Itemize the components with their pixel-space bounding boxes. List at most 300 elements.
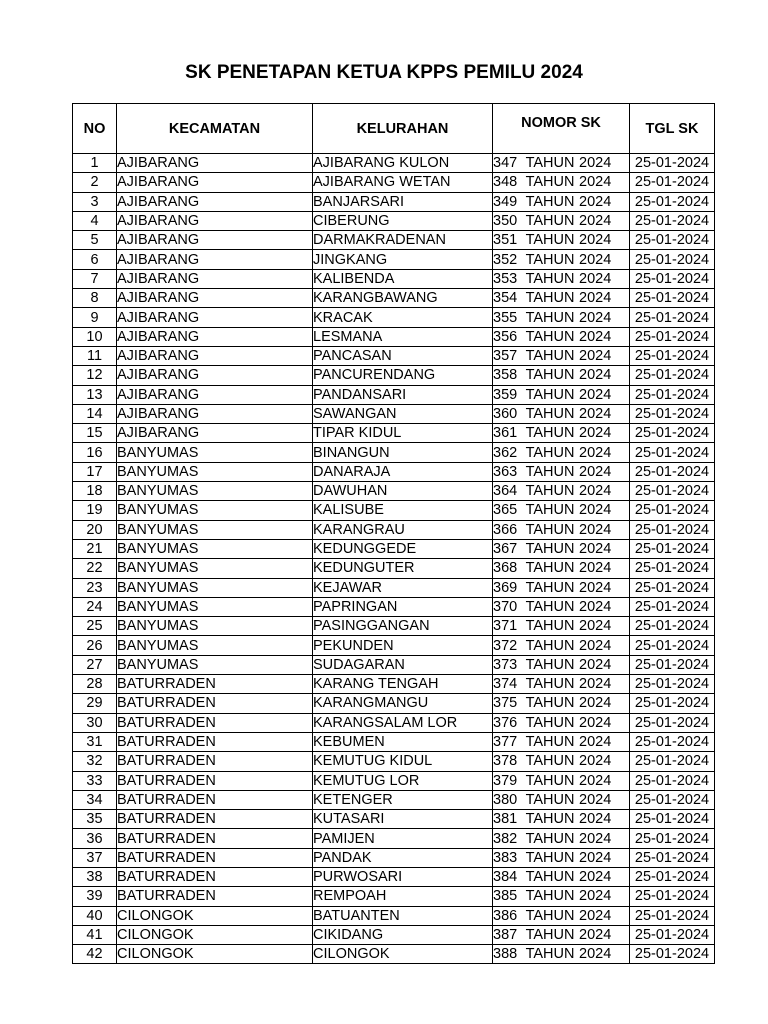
nomor-sk-number: 370: [493, 598, 518, 615]
nomor-sk-cell: [493, 539, 630, 558]
nomor-sk-tahun-label: TAHUN: [525, 888, 575, 905]
nomor-sk-tahun-label: TAHUN: [525, 695, 575, 712]
nomor-sk-number: 374: [493, 676, 518, 693]
kelurahan-cell: AJIBARANG KULON: [313, 154, 493, 173]
kecamatan-cell: AJIBARANG: [117, 424, 313, 443]
table-row: [73, 501, 715, 520]
row-number: 37: [73, 848, 117, 867]
table-row: [73, 462, 715, 481]
row-number: 23: [73, 578, 117, 597]
nomor-sk-cell: [493, 906, 630, 925]
table-row: [73, 597, 715, 616]
kecamatan-cell: BATURRADEN: [117, 829, 313, 848]
nomor-sk-cell: [493, 945, 630, 964]
nomor-sk-year: 2024: [579, 502, 612, 519]
kecamatan-cell: CILONGOK: [117, 925, 313, 944]
nomor-sk-number: 381: [493, 811, 518, 828]
kecamatan-cell: AJIBARANG: [117, 289, 313, 308]
kecamatan-cell: BATURRADEN: [117, 694, 313, 713]
row-number: 6: [73, 250, 117, 269]
kecamatan-cell: BANYUMAS: [117, 443, 313, 462]
nomor-sk-cell: [493, 385, 630, 404]
table-row: [73, 752, 715, 771]
kelurahan-cell: KUTASARI: [313, 810, 493, 829]
table-row: [73, 925, 715, 944]
tgl-sk-cell: 25-01-2024: [630, 539, 715, 558]
page-title: SK PENETAPAN KETUA KPPS PEMILU 2024: [185, 62, 583, 83]
kelurahan-cell: DANARAJA: [313, 462, 493, 481]
row-number: 30: [73, 713, 117, 732]
row-number: 36: [73, 829, 117, 848]
nomor-sk-number: 380: [493, 791, 518, 808]
kelurahan-cell: KEMUTUG LOR: [313, 771, 493, 790]
tgl-sk-cell: 25-01-2024: [630, 173, 715, 192]
nomor-sk-number: 388: [493, 946, 518, 963]
kecamatan-cell: BATURRADEN: [117, 771, 313, 790]
nomor-sk-cell: [493, 173, 630, 192]
nomor-sk-year: 2024: [579, 772, 612, 789]
kelurahan-cell: KEDUNGUTER: [313, 559, 493, 578]
kelurahan-cell: PANDANSARI: [313, 385, 493, 404]
nomor-sk-year: 2024: [579, 213, 612, 230]
tgl-sk-cell: 25-01-2024: [630, 211, 715, 230]
nomor-sk-year: 2024: [579, 734, 612, 751]
table-row: [73, 578, 715, 597]
nomor-sk-number: 371: [493, 618, 518, 635]
table-row: [73, 636, 715, 655]
row-number: 12: [73, 366, 117, 385]
nomor-sk-tahun-label: TAHUN: [525, 907, 575, 924]
row-number: 22: [73, 559, 117, 578]
nomor-sk-cell: [493, 655, 630, 674]
nomor-sk-tahun-label: TAHUN: [525, 830, 575, 847]
kecamatan-cell: AJIBARANG: [117, 231, 313, 250]
kelurahan-cell: BINANGUN: [313, 443, 493, 462]
tgl-sk-cell: 25-01-2024: [630, 289, 715, 308]
row-number: 17: [73, 462, 117, 481]
nomor-sk-cell: [493, 732, 630, 751]
kecamatan-cell: BANYUMAS: [117, 636, 313, 655]
table-header-row: [73, 104, 715, 154]
row-number: 20: [73, 520, 117, 539]
tgl-sk-cell: 25-01-2024: [630, 925, 715, 944]
row-number: 32: [73, 752, 117, 771]
table-row: [73, 154, 715, 173]
kelurahan-cell: KARANGBAWANG: [313, 289, 493, 308]
header-nomor-sk: NOMOR SK: [493, 104, 630, 154]
kelurahan-cell: KARANGRAU: [313, 520, 493, 539]
kelurahan-cell: DARMAKRADENAN: [313, 231, 493, 250]
nomor-sk-cell: [493, 578, 630, 597]
nomor-sk-tahun-label: TAHUN: [525, 521, 575, 538]
tgl-sk-cell: 25-01-2024: [630, 250, 715, 269]
nomor-sk-cell: [493, 404, 630, 423]
table-row: [73, 211, 715, 230]
kecamatan-cell: BANYUMAS: [117, 501, 313, 520]
row-number: 13: [73, 385, 117, 404]
nomor-sk-year: 2024: [579, 444, 612, 461]
nomor-sk-cell: [493, 848, 630, 867]
nomor-sk-number: 354: [493, 290, 518, 307]
nomor-sk-number: 351: [493, 232, 518, 249]
row-number: 1: [73, 154, 117, 173]
nomor-sk-year: 2024: [579, 290, 612, 307]
row-number: 24: [73, 597, 117, 616]
kecamatan-cell: AJIBARANG: [117, 269, 313, 288]
kecamatan-cell: CILONGOK: [117, 945, 313, 964]
nomor-sk-tahun-label: TAHUN: [525, 753, 575, 770]
nomor-sk-number: 368: [493, 560, 518, 577]
table-row: [73, 308, 715, 327]
nomor-sk-year: 2024: [579, 637, 612, 654]
kecamatan-cell: BANYUMAS: [117, 482, 313, 501]
kecamatan-cell: BATURRADEN: [117, 848, 313, 867]
kecamatan-cell: BATURRADEN: [117, 810, 313, 829]
kelurahan-cell: JINGKANG: [313, 250, 493, 269]
nomor-sk-number: 349: [493, 193, 518, 210]
nomor-sk-year: 2024: [579, 560, 612, 577]
tgl-sk-cell: 25-01-2024: [630, 578, 715, 597]
nomor-sk-number: 359: [493, 386, 518, 403]
tgl-sk-cell: 25-01-2024: [630, 655, 715, 674]
kecamatan-cell: BATURRADEN: [117, 887, 313, 906]
kecamatan-cell: BATURRADEN: [117, 675, 313, 694]
tgl-sk-cell: 25-01-2024: [630, 482, 715, 501]
nomor-sk-cell: [493, 829, 630, 848]
kecamatan-cell: BANYUMAS: [117, 617, 313, 636]
tgl-sk-cell: 25-01-2024: [630, 462, 715, 481]
kecamatan-cell: BANYUMAS: [117, 597, 313, 616]
nomor-sk-number: 366: [493, 521, 518, 538]
nomor-sk-number: 385: [493, 888, 518, 905]
row-number: 16: [73, 443, 117, 462]
row-number: 25: [73, 617, 117, 636]
nomor-sk-tahun-label: TAHUN: [525, 502, 575, 519]
row-number: 28: [73, 675, 117, 694]
tgl-sk-cell: 25-01-2024: [630, 829, 715, 848]
kecamatan-cell: AJIBARANG: [117, 346, 313, 365]
kelurahan-cell: KARANG TENGAH: [313, 675, 493, 694]
nomor-sk-number: 382: [493, 830, 518, 847]
table-row: [73, 366, 715, 385]
nomor-sk-number: 367: [493, 541, 518, 558]
nomor-sk-tahun-label: TAHUN: [525, 598, 575, 615]
nomor-sk-cell: [493, 192, 630, 211]
nomor-sk-number: 348: [493, 174, 518, 191]
row-number: 41: [73, 925, 117, 944]
nomor-sk-tahun-label: TAHUN: [525, 155, 575, 172]
tgl-sk-cell: 25-01-2024: [630, 848, 715, 867]
kelurahan-cell: CIKIDANG: [313, 925, 493, 944]
nomor-sk-cell: [493, 308, 630, 327]
nomor-sk-year: 2024: [579, 348, 612, 365]
kelurahan-cell: PANDAK: [313, 848, 493, 867]
row-number: 8: [73, 289, 117, 308]
kelurahan-cell: PAPRINGAN: [313, 597, 493, 616]
nomor-sk-tahun-label: TAHUN: [525, 174, 575, 191]
tgl-sk-cell: 25-01-2024: [630, 713, 715, 732]
nomor-sk-cell: [493, 269, 630, 288]
kecamatan-cell: AJIBARANG: [117, 154, 313, 173]
kecamatan-cell: BANYUMAS: [117, 655, 313, 674]
nomor-sk-tahun-label: TAHUN: [525, 270, 575, 287]
table-row: [73, 945, 715, 964]
kecamatan-cell: AJIBARANG: [117, 327, 313, 346]
kelurahan-cell: KEDUNGGEDE: [313, 539, 493, 558]
kelurahan-cell: PAMIJEN: [313, 829, 493, 848]
nomor-sk-number: 386: [493, 907, 518, 924]
table-row: [73, 810, 715, 829]
nomor-sk-year: 2024: [579, 888, 612, 905]
nomor-sk-number: 358: [493, 367, 518, 384]
tgl-sk-cell: 25-01-2024: [630, 867, 715, 886]
nomor-sk-year: 2024: [579, 521, 612, 538]
table-row: [73, 289, 715, 308]
row-number: 27: [73, 655, 117, 674]
kelurahan-cell: KARANGSALAM LOR: [313, 713, 493, 732]
kelurahan-cell: SUDAGARAN: [313, 655, 493, 674]
nomor-sk-tahun-label: TAHUN: [525, 425, 575, 442]
table-row: [73, 655, 715, 674]
tgl-sk-cell: 25-01-2024: [630, 366, 715, 385]
kelurahan-cell: DAWUHAN: [313, 482, 493, 501]
table-row: [73, 848, 715, 867]
kecamatan-cell: BATURRADEN: [117, 752, 313, 771]
nomor-sk-tahun-label: TAHUN: [525, 618, 575, 635]
nomor-sk-tahun-label: TAHUN: [525, 193, 575, 210]
row-number: 15: [73, 424, 117, 443]
kelurahan-cell: KEMUTUG KIDUL: [313, 752, 493, 771]
nomor-sk-tahun-label: TAHUN: [525, 348, 575, 365]
nomor-sk-number: 363: [493, 463, 518, 480]
row-number: 33: [73, 771, 117, 790]
nomor-sk-year: 2024: [579, 193, 612, 210]
table-row: [73, 520, 715, 539]
tgl-sk-cell: 25-01-2024: [630, 771, 715, 790]
tgl-sk-cell: 25-01-2024: [630, 810, 715, 829]
tgl-sk-cell: 25-01-2024: [630, 790, 715, 809]
row-number: 7: [73, 269, 117, 288]
tgl-sk-cell: 25-01-2024: [630, 617, 715, 636]
table-row: [73, 867, 715, 886]
nomor-sk-year: 2024: [579, 309, 612, 326]
row-number: 4: [73, 211, 117, 230]
tgl-sk-cell: 25-01-2024: [630, 192, 715, 211]
nomor-sk-tahun-label: TAHUN: [525, 386, 575, 403]
kelurahan-cell: BATUANTEN: [313, 906, 493, 925]
table-row: [73, 539, 715, 558]
table-row: [73, 790, 715, 809]
nomor-sk-cell: [493, 501, 630, 520]
nomor-sk-number: 364: [493, 483, 518, 500]
kecamatan-cell: BANYUMAS: [117, 559, 313, 578]
nomor-sk-tahun-label: TAHUN: [525, 213, 575, 230]
row-number: 5: [73, 231, 117, 250]
kecamatan-cell: BANYUMAS: [117, 578, 313, 597]
table-row: [73, 906, 715, 925]
nomor-sk-cell: [493, 520, 630, 539]
tgl-sk-cell: 25-01-2024: [630, 945, 715, 964]
nomor-sk-number: 383: [493, 849, 518, 866]
nomor-sk-tahun-label: TAHUN: [525, 772, 575, 789]
row-number: 21: [73, 539, 117, 558]
nomor-sk-tahun-label: TAHUN: [525, 849, 575, 866]
tgl-sk-cell: 25-01-2024: [630, 424, 715, 443]
tgl-sk-cell: 25-01-2024: [630, 308, 715, 327]
nomor-sk-cell: [493, 424, 630, 443]
kelurahan-cell: PANCASAN: [313, 346, 493, 365]
row-number: 18: [73, 482, 117, 501]
table-row: [73, 250, 715, 269]
tgl-sk-cell: 25-01-2024: [630, 675, 715, 694]
nomor-sk-tahun-label: TAHUN: [525, 676, 575, 693]
table-row: [73, 346, 715, 365]
tgl-sk-cell: 25-01-2024: [630, 385, 715, 404]
table-row: [73, 385, 715, 404]
nomor-sk-tahun-label: TAHUN: [525, 309, 575, 326]
table-row: [73, 404, 715, 423]
header-kelurahan: KELURAHAN: [313, 104, 493, 154]
nomor-sk-cell: [493, 482, 630, 501]
tgl-sk-cell: 25-01-2024: [630, 520, 715, 539]
tgl-sk-cell: 25-01-2024: [630, 154, 715, 173]
nomor-sk-year: 2024: [579, 579, 612, 596]
row-number: 39: [73, 887, 117, 906]
nomor-sk-tahun-label: TAHUN: [525, 290, 575, 307]
nomor-sk-tahun-label: TAHUN: [525, 463, 575, 480]
nomor-sk-year: 2024: [579, 425, 612, 442]
nomor-sk-tahun-label: TAHUN: [525, 444, 575, 461]
nomor-sk-cell: [493, 675, 630, 694]
nomor-sk-year: 2024: [579, 753, 612, 770]
nomor-sk-tahun-label: TAHUN: [525, 541, 575, 558]
kelurahan-cell: PEKUNDEN: [313, 636, 493, 655]
nomor-sk-number: 347: [493, 155, 518, 172]
nomor-sk-number: 378: [493, 753, 518, 770]
kelurahan-cell: LESMANA: [313, 327, 493, 346]
tgl-sk-cell: 25-01-2024: [630, 346, 715, 365]
nomor-sk-cell: [493, 617, 630, 636]
nomor-sk-tahun-label: TAHUN: [525, 869, 575, 886]
table-row: [73, 713, 715, 732]
nomor-sk-cell: [493, 346, 630, 365]
kelurahan-cell: KRACAK: [313, 308, 493, 327]
nomor-sk-year: 2024: [579, 830, 612, 847]
nomor-sk-number: 357: [493, 348, 518, 365]
kecamatan-cell: BATURRADEN: [117, 713, 313, 732]
nomor-sk-year: 2024: [579, 174, 612, 191]
nomor-sk-number: 360: [493, 406, 518, 422]
table-row: [73, 269, 715, 288]
nomor-sk-number: 375: [493, 695, 518, 712]
kelurahan-cell: SAWANGAN: [313, 404, 493, 423]
tgl-sk-cell: 25-01-2024: [630, 404, 715, 423]
nomor-sk-number: 387: [493, 927, 518, 944]
row-number: 31: [73, 732, 117, 751]
nomor-sk-cell: [493, 636, 630, 655]
kelurahan-cell: TIPAR KIDUL: [313, 424, 493, 443]
row-number: 11: [73, 346, 117, 365]
kecamatan-cell: BATURRADEN: [117, 790, 313, 809]
table-row: [73, 231, 715, 250]
nomor-sk-number: 376: [493, 714, 518, 731]
nomor-sk-cell: [493, 250, 630, 269]
sk-table: [72, 103, 715, 964]
tgl-sk-cell: 25-01-2024: [630, 732, 715, 751]
kelurahan-cell: KEBUMEN: [313, 732, 493, 751]
kelurahan-cell: REMPOAH: [313, 887, 493, 906]
nomor-sk-tahun-label: TAHUN: [525, 328, 575, 345]
kecamatan-cell: AJIBARANG: [117, 250, 313, 269]
tgl-sk-cell: 25-01-2024: [630, 906, 715, 925]
kelurahan-cell: CILONGOK: [313, 945, 493, 964]
nomor-sk-tahun-label: TAHUN: [525, 367, 575, 384]
nomor-sk-cell: [493, 211, 630, 230]
table-row: [73, 771, 715, 790]
nomor-sk-cell: [493, 366, 630, 385]
nomor-sk-number: 373: [493, 656, 518, 673]
table-row: [73, 559, 715, 578]
nomor-sk-cell: [493, 790, 630, 809]
nomor-sk-year: 2024: [579, 328, 612, 345]
nomor-sk-tahun-label: TAHUN: [525, 579, 575, 596]
row-number: 26: [73, 636, 117, 655]
nomor-sk-year: 2024: [579, 232, 612, 249]
row-number: 9: [73, 308, 117, 327]
nomor-sk-tahun-label: TAHUN: [525, 714, 575, 731]
nomor-sk-number: 350: [493, 213, 518, 230]
nomor-sk-cell: [493, 694, 630, 713]
nomor-sk-cell: [493, 810, 630, 829]
nomor-sk-year: 2024: [579, 927, 612, 944]
nomor-sk-year: 2024: [579, 907, 612, 924]
table-row: [73, 173, 715, 192]
nomor-sk-year: 2024: [579, 714, 612, 731]
nomor-sk-year: 2024: [579, 367, 612, 384]
nomor-sk-year: 2024: [579, 656, 612, 673]
tgl-sk-cell: 25-01-2024: [630, 694, 715, 713]
row-number: 38: [73, 867, 117, 886]
kecamatan-cell: BATURRADEN: [117, 732, 313, 751]
table-row: [73, 327, 715, 346]
nomor-sk-year: 2024: [579, 406, 612, 422]
header-kecamatan: KECAMATAN: [117, 104, 313, 154]
nomor-sk-cell: [493, 327, 630, 346]
kecamatan-cell: AJIBARANG: [117, 308, 313, 327]
nomor-sk-tahun-label: TAHUN: [525, 232, 575, 249]
nomor-sk-year: 2024: [579, 695, 612, 712]
tgl-sk-cell: 25-01-2024: [630, 887, 715, 906]
kecamatan-cell: AJIBARANG: [117, 173, 313, 192]
nomor-sk-number: 372: [493, 637, 518, 654]
table-row: [73, 617, 715, 636]
nomor-sk-year: 2024: [579, 598, 612, 615]
kecamatan-cell: AJIBARANG: [117, 404, 313, 423]
nomor-sk-number: 384: [493, 869, 518, 886]
kecamatan-cell: AJIBARANG: [117, 192, 313, 211]
kelurahan-cell: CIBERUNG: [313, 211, 493, 230]
table-row: [73, 732, 715, 751]
kecamatan-cell: BANYUMAS: [117, 539, 313, 558]
tgl-sk-cell: 25-01-2024: [630, 501, 715, 520]
tgl-sk-cell: 25-01-2024: [630, 443, 715, 462]
row-number: 19: [73, 501, 117, 520]
kelurahan-cell: PANCURENDANG: [313, 366, 493, 385]
nomor-sk-cell: [493, 443, 630, 462]
row-number: 42: [73, 945, 117, 964]
kelurahan-cell: PURWOSARI: [313, 867, 493, 886]
nomor-sk-year: 2024: [579, 869, 612, 886]
